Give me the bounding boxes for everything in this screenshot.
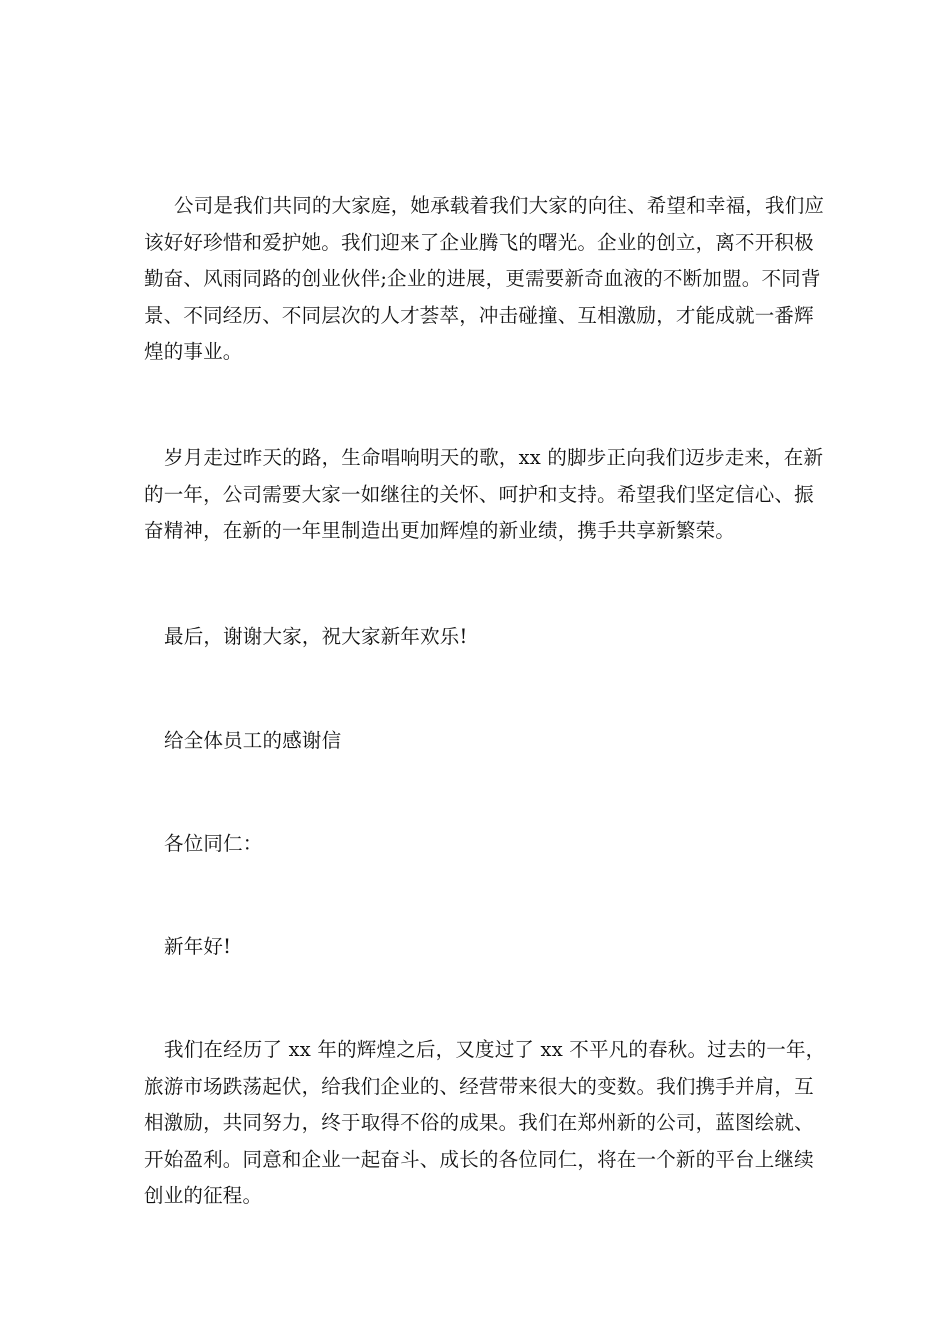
text-line: 创业的征程。: [144, 1184, 263, 1207]
text-line: 我们在经历了 xx 年的辉煌之后，又度过了 xx 不平凡的春秋。过去的一年，: [164, 1038, 826, 1061]
letter-greeting: [144, 929, 814, 966]
paragraph-company-family: [144, 188, 825, 371]
text-line: 该好好珍惜和爱护她。我们迎来了企业腾飞的曙光。企业的创立，离不开积极: [144, 230, 814, 254]
paragraph-year-review: [144, 1032, 826, 1215]
text-line: 景、不同经历、不同层次的人才荟萃，冲击碰撞、互相激励，才能成就一番辉: [144, 303, 814, 327]
text-line: 岁月走过昨天的路，生命唱响明天的歌，xx 的脚步正向我们迈步走来，在新: [164, 446, 824, 469]
paragraph-new-year-outlook: [144, 440, 824, 550]
letter-salutation: [144, 826, 814, 863]
letter-title: [144, 723, 814, 760]
text-line: 给全体员工的感谢信: [164, 729, 342, 752]
text-line: 奋精神，在新的一年里制造出更加辉煌的新业绩，携手共享新繁荣。: [144, 519, 736, 542]
text-line: 旅游市场跌荡起伏，给我们企业的、经营带来很大的变数。我们携手并肩，互: [144, 1074, 814, 1098]
text-line: 开始盈利。同意和企业一起奋斗、成长的各位同仁，将在一个新的平台上继续: [144, 1147, 814, 1171]
text-line: 最后，谢谢大家，祝大家新年欢乐!: [164, 625, 468, 648]
text-line: 公司是我们共同的大家庭，她承载着我们大家的向往、希望和幸福，我们应: [174, 194, 825, 217]
text-line: 各位同仁：: [164, 832, 263, 855]
text-line: 的一年，公司需要大家一如继往的关怀、呵护和支持。希望我们坚定信心、振: [144, 482, 814, 506]
text-line: 勤奋、风雨同路的创业伙伴;企业的进展，更需要新奇血液的不断加盟。不同背: [144, 267, 821, 290]
text-line: 相激励，共同努力，终于取得不俗的成果。我们在郑州新的公司，蓝图绘就、: [144, 1111, 814, 1134]
text-line: 煌的事业。: [144, 340, 243, 363]
paragraph-closing-thanks: [144, 619, 814, 656]
text-line: 新年好!: [164, 935, 232, 958]
